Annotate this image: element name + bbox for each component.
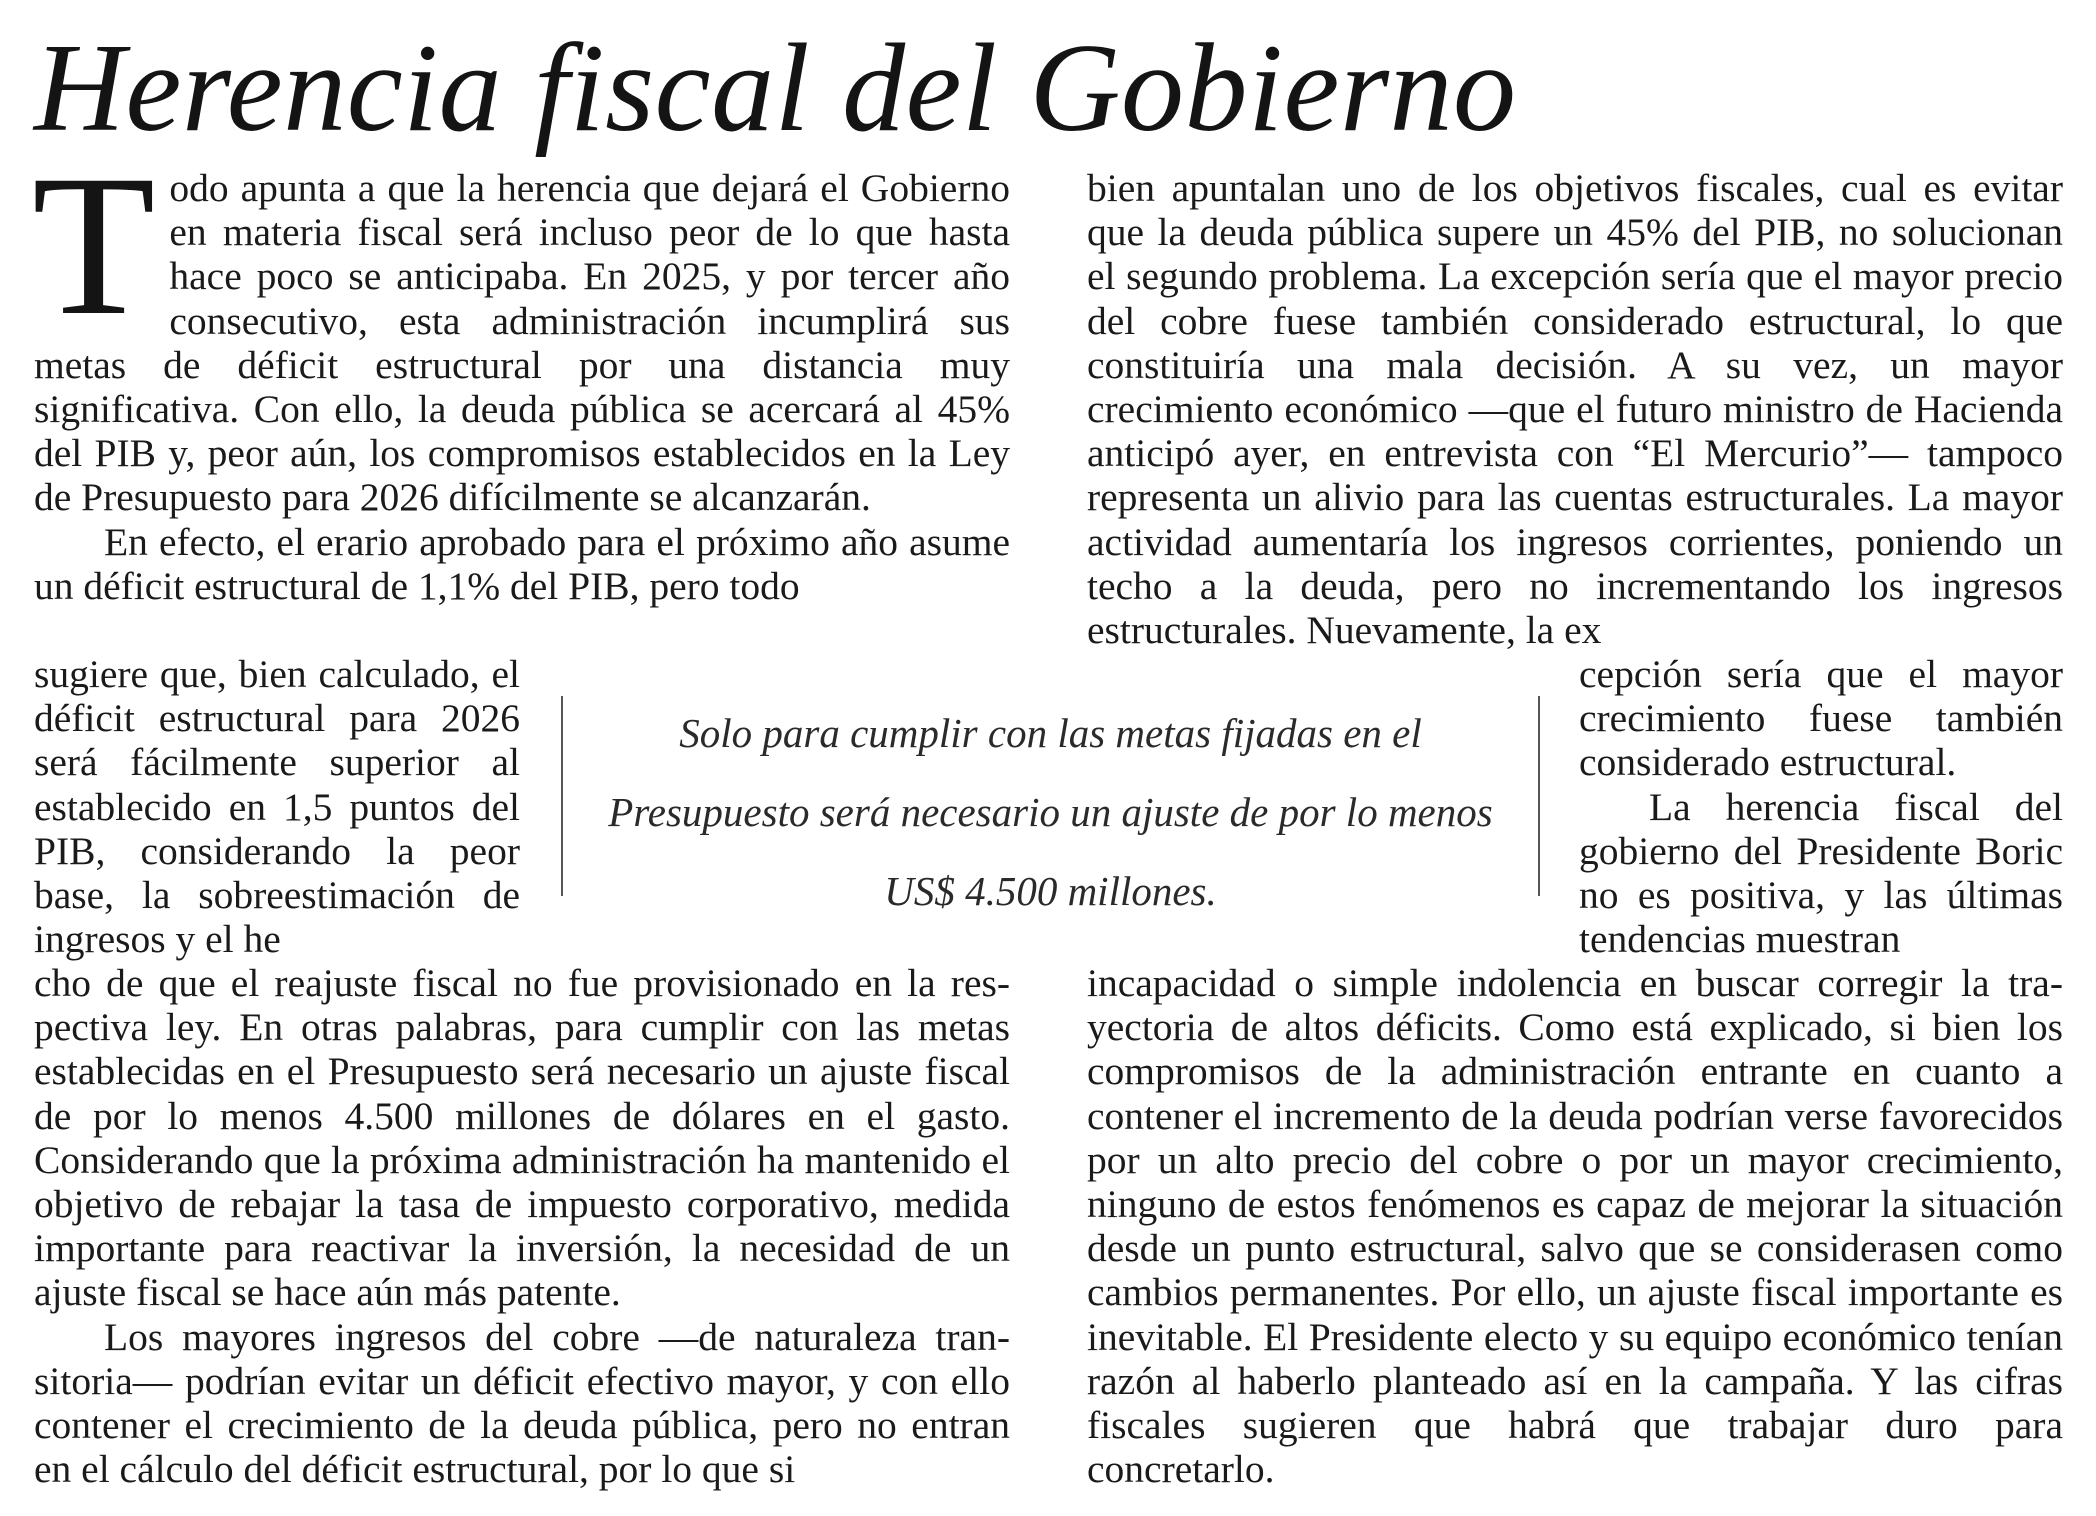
paragraph-3: Los mayores ingresos del cobre —de naturaleza transitoria— podrían evitar un déficit efectivo mayor, y con ello contener el crecimiento de la deuda pública, pero no entran en el cálculo del déficit estructural, por lo que si	[34, 1314, 1010, 1492]
quote-rule-right	[1538, 696, 1540, 896]
left-column-narrow	[34, 652, 520, 961]
drop-cap: T	[32, 133, 156, 357]
paragraph-1	[32, 133, 1010, 520]
pull-quote-box	[561, 696, 1540, 914]
paragraph-5-start: La herencia fiscal del gobierno del Presidente Boric no es positiva, y las últimas tendencias muestran	[1579, 784, 2063, 962]
paragraph-5-end: incapacidad o simple indolencia en buscar corregir la trayectoria de altos déficits. Como está explicado, si bien los compromisos de la administración entrante en cuanto a contener el incremento de la deuda podrían verse favorecidos por un alto precio del cobre o por un mayor crecimiento, ninguno de estos fenómenos es capaz de mejorar la situación desde un punto estructural, salvo que se considerasen como cambios permanentes. Por ello, un ajuste fiscal importante es inevitable. El Presidente electo y su equipo económico tenían razón al haberlo planteado así en la campaña. Y las cifras fiscales sugieren que habrá que trabajar duro para concretarlo.	[1087, 961, 2063, 1492]
right-column-narrow	[1579, 652, 2063, 961]
right-column-top	[1087, 166, 2063, 652]
paragraph-2-start: En efecto, el erario aprobado para el próximo año asume un déficit estructural de 1,1% del PIB, pero todo	[34, 519, 1010, 608]
right-column-bottom	[1087, 961, 2063, 1491]
paragraph-1-text: odo apunta a que la herencia que dejará el Gobierno en materia fiscal será incluso peor de lo que hasta hace poco se anticipaba. En 2025, y por tercer año consecutivo, esta administración incumplirá sus metas de déficit estructural por una distancia muy significativa. Con ello, la deuda pública se acercará al 45% del PIB y, peor aún, los compromisos establecidos en la Ley de Presupuesto para 2026 difícilmente se alcanzarán.	[34, 166, 1010, 520]
paragraph-2-end: cho de que el reajuste fiscal no fue provisionado en la respectiva ley. En otras palabras, para cumplir con las metas establecidas en el Presupuesto será necesario un ajuste fiscal de por lo menos 4.500 millones de dólares en el gasto. Considerando que la próxima administración ha mantenido el objetivo de rebajar la tasa de impuesto corporativo, medida importante para reactivar la inversión, la necesidad de un ajuste fiscal se hace aún más patente.	[34, 961, 1010, 1315]
pull-quote: Solo para cumplir con las metas fijadas en el Presupuesto será necesario un ajuste de por lo menos US$ 4.500 millones.	[608, 710, 1493, 914]
left-column-bottom	[34, 961, 1010, 1491]
paragraph-4: bien apuntalan uno de los objetivos fiscales, cual es evitar que la deuda pública supere un 45% del PIB, no solucionan el segundo problema. La excepción sería que el mayor precio del cobre fuese también considerado estructural, lo que constituiría una mala decisión. A su vez, un mayor crecimiento económico —que el futuro ministro de Hacienda anticipó ayer, en entrevista con “El Mercurio”— tampoco representa un alivio para las cuentas estructurales. La mayor actividad aumentaría los ingresos corrientes, poniendo un techo a la deuda, pero no incrementando los ingresos estructurales. Nuevamente, la ex	[1087, 166, 2063, 653]
left-column-top	[32, 133, 1010, 608]
paragraph-2-narrow: sugiere que, bien calculado, el déficit estructural para 2026 será fácilmente superior al establecido en 1,5 puntos del PIB, considerando la peor base, la sobreestimación de ingresos y el he	[34, 652, 520, 962]
headline: Herencia fiscal del Gobierno	[34, 19, 1517, 158]
quote-rule-left	[561, 696, 563, 896]
paragraph-4-end: cepción sería que el mayor crecimiento fuese también considerado estructural.	[1579, 652, 2063, 785]
